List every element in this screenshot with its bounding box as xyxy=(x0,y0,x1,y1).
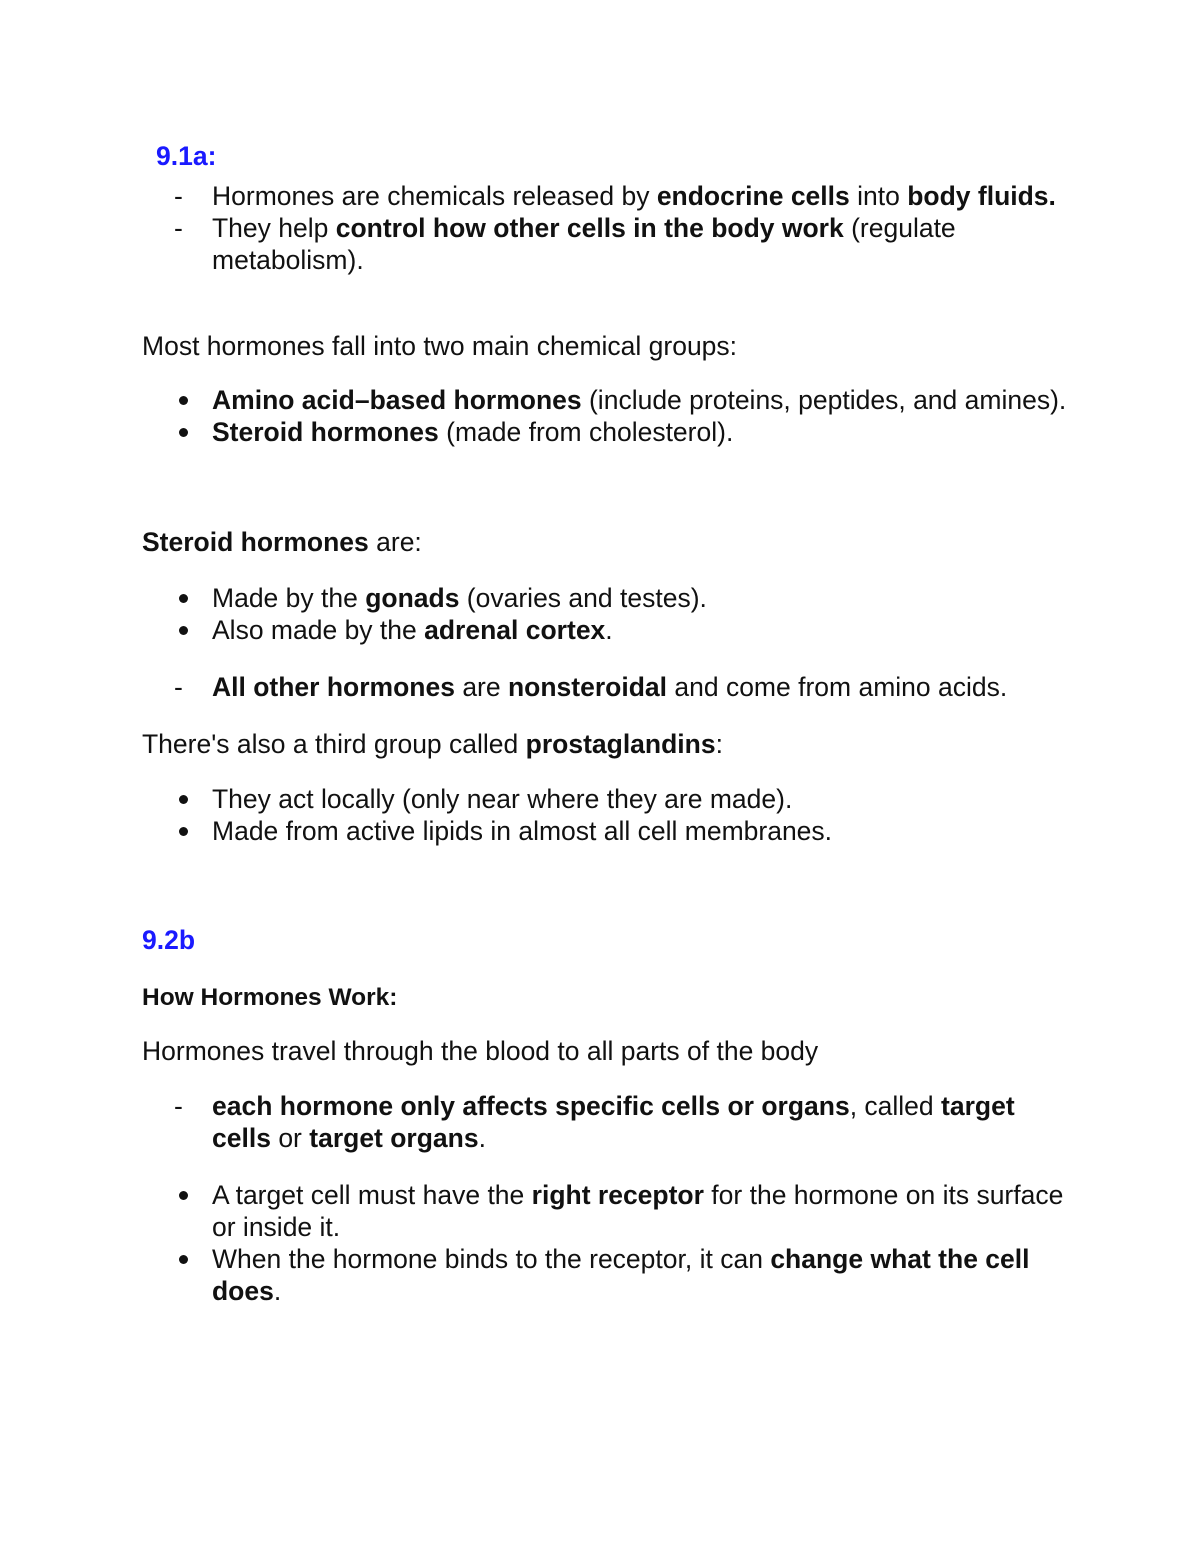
bold-text-run: nonsteroidal xyxy=(507,672,667,702)
bullet-icon xyxy=(179,795,188,804)
list-item xyxy=(142,1090,1072,1154)
bullet-icon xyxy=(179,594,188,603)
bold-text-run: gonads xyxy=(365,583,460,613)
bold-text-run: body fluids. xyxy=(907,181,1056,211)
how-hormones-work-subheading: How Hormones Work: xyxy=(142,984,398,1011)
bullet-icon xyxy=(179,1255,188,1264)
list-item xyxy=(142,582,1072,614)
bold-text-run: adrenal cortex xyxy=(424,615,606,645)
steroid-intro-paragraph xyxy=(142,526,1072,558)
list-item-text xyxy=(212,816,832,846)
list-item-text xyxy=(212,1091,1015,1153)
list-item-text xyxy=(212,1180,1063,1242)
list-item xyxy=(142,1243,1072,1307)
paragraph-text xyxy=(142,527,422,557)
dash-marker: - xyxy=(174,181,183,211)
list-item xyxy=(142,180,1072,212)
text-run: (regulate metabolism). xyxy=(212,213,956,275)
text-run: for the hormone on its surface or inside it. xyxy=(212,1180,1064,1242)
text-run: (ovaries and testes). xyxy=(459,583,707,613)
list-item-text xyxy=(212,615,613,645)
text-run: . xyxy=(605,615,613,645)
bold-text-run: endocrine cells xyxy=(656,181,850,211)
bold-text-run: target organs xyxy=(309,1123,479,1153)
text-run: They help xyxy=(212,213,336,243)
list-item-text xyxy=(212,181,1056,211)
text-run: (include proteins, peptides, and amines). xyxy=(581,385,1067,415)
prostaglandins-list xyxy=(142,783,1072,847)
list-item-text xyxy=(212,784,792,814)
section-heading-9-1a: 9.1a: xyxy=(156,141,217,171)
nonsteroid-dash-list xyxy=(142,671,1072,703)
prostaglandins-intro-paragraph xyxy=(142,728,1072,760)
chemical-groups-list xyxy=(142,384,1072,448)
list-item xyxy=(142,783,1072,815)
text-run: (made from cholesterol). xyxy=(438,417,734,447)
receptor-list xyxy=(142,1179,1072,1307)
bold-text-run: right receptor xyxy=(531,1180,704,1210)
paragraph-text xyxy=(142,729,723,759)
text-run: into xyxy=(849,181,908,211)
bold-text-run: each hormone only affects specific cells or organs xyxy=(212,1091,850,1121)
bold-text-run: change what the cell does xyxy=(212,1244,1030,1306)
dash-marker: - xyxy=(174,1091,183,1121)
text-run: are xyxy=(454,672,508,702)
bold-text-run: Amino acid–based hormones xyxy=(212,385,582,415)
section-heading-9-2b: 9.2b xyxy=(142,925,196,955)
list-item-text xyxy=(212,417,733,447)
text-run: Also made by the xyxy=(212,615,425,645)
list-item xyxy=(142,212,1072,276)
list-item-text xyxy=(212,1244,1030,1306)
hormones-travel-paragraph: Hormones travel through the blood to all parts of the body xyxy=(142,1036,819,1066)
text-run: are: xyxy=(368,527,422,557)
list-item xyxy=(142,815,1072,847)
list-item-text xyxy=(212,672,1007,702)
text-run: Made by the xyxy=(212,583,366,613)
bullet-icon xyxy=(179,626,188,635)
bullet-icon xyxy=(179,428,188,437)
dash-marker: - xyxy=(174,213,183,243)
list-item-text xyxy=(212,385,1066,415)
text-run: or xyxy=(270,1123,310,1153)
bold-text-run: All other hormones xyxy=(212,672,455,702)
text-run: and come from amino acids. xyxy=(667,672,1008,702)
list-item xyxy=(142,384,1072,416)
text-run: There's also a third group called xyxy=(142,729,526,759)
text-run: : xyxy=(715,729,723,759)
text-run: , called xyxy=(849,1091,942,1121)
bold-text-run: prostaglandins xyxy=(525,729,716,759)
bold-text-run: target cells xyxy=(212,1091,1015,1153)
dash-marker: - xyxy=(174,672,183,702)
list-item xyxy=(142,671,1072,703)
steroid-sources-list xyxy=(142,582,1072,646)
bullet-icon xyxy=(179,1191,188,1200)
definition-dash-list xyxy=(142,180,1072,276)
target-cells-dash-list xyxy=(142,1090,1072,1154)
list-item xyxy=(142,1179,1072,1243)
bold-text-run: Steroid hormones xyxy=(142,527,369,557)
text-run: . xyxy=(273,1276,282,1306)
text-run: They act locally (only near where they are made). xyxy=(212,784,793,814)
text-run: . xyxy=(478,1123,486,1153)
bullet-icon xyxy=(179,827,188,836)
text-run: Made from active lipids in almost all cell membranes. xyxy=(212,816,833,846)
bold-text-run: Steroid hormones xyxy=(212,417,439,447)
text-run: Hormones are chemicals released by xyxy=(212,181,657,211)
list-item-text xyxy=(212,213,956,275)
text-run: When the hormone binds to the receptor, it can xyxy=(212,1244,771,1274)
bold-text-run: control how other cells in the body work xyxy=(335,213,844,243)
list-item-text xyxy=(212,583,707,613)
bullet-icon xyxy=(179,396,188,405)
list-item xyxy=(142,614,1072,646)
groups-intro-paragraph: Most hormones fall into two main chemical groups: xyxy=(142,331,738,361)
text-run: A target cell must have the xyxy=(212,1180,532,1210)
list-item xyxy=(142,416,1072,448)
